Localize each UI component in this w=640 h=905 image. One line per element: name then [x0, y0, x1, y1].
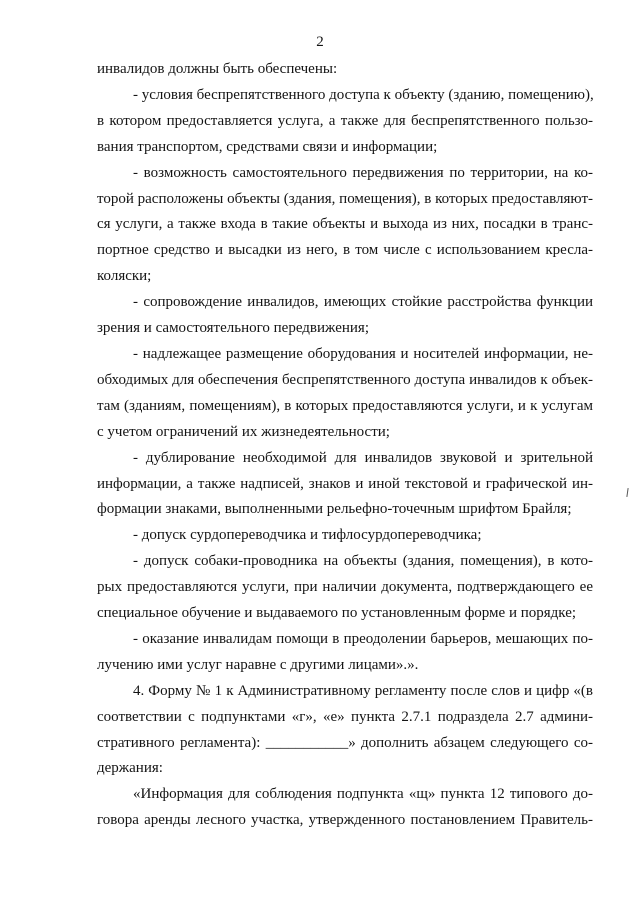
text-line: - возможность самостоятельного передвижения по территории, на ко- [133, 164, 593, 181]
text-line: коляски; [97, 268, 152, 285]
text-line: - допуск сурдопереводчика и тифлосурдопереводчика; [133, 527, 482, 544]
text-line: говора аренды лесного участка, утвержденного постановлением Правитель- [97, 812, 593, 829]
text-line: инвалидов должны быть обеспечены: [97, 61, 338, 77]
text-line: держания: [97, 760, 163, 777]
text-line: информации, а также надписей, знаков и иной текстовой и графической ин- [97, 475, 593, 492]
document-body [97, 57, 593, 834]
text-line: вания транспортом, средствами связи и информации; [97, 138, 438, 155]
scan-mark [626, 488, 628, 497]
paragraph-guide-dog [97, 549, 593, 627]
text-line: соответствии с подпунктами «г», «е» пункта 2.7.1 подраздела 2.7 админи- [97, 708, 593, 725]
paragraph-escort [97, 290, 593, 342]
text-line: - дублирование необходимой для инвалидов звуковой и зрительной [133, 449, 593, 466]
text-line: - надлежащее размещение оборудования и носителей информации, не- [133, 345, 593, 362]
text-line: рых предоставляются услуги, при наличии документа, подтверждающего ее [97, 579, 593, 596]
text-line: портное средство и высадки из него, в том числе с использованием кресла- [97, 242, 593, 259]
text-line: лучению ими услуг наравне с другими лицами».». [97, 656, 419, 673]
text-line: обходимых для обеспечения беспрепятственного доступа инвалидов к объек- [97, 371, 593, 388]
text-line: с учетом ограничений их жизнедеятельности; [97, 423, 390, 440]
text-line: 4. Форму № 1 к Административному регламенту после слов и цифр «(в [133, 682, 593, 699]
paragraph-access-conditions [97, 83, 593, 161]
paragraph-intro [97, 57, 593, 83]
text-line: специальное обучение и выдаваемого по установленным форме и порядке; [97, 605, 577, 622]
text-line: там (зданиям, помещениям), в которых предоставляются услуги, и к услугам [97, 397, 593, 414]
paragraph-movement [97, 161, 593, 291]
paragraph-assistance [97, 627, 593, 679]
text-line: стративного регламента): ___________» дополнить абзацем следующего со- [97, 734, 593, 751]
paragraph-duplication [97, 446, 593, 524]
text-line: торой расположены объекты (здания, помещения), в которых предоставляют- [97, 190, 593, 207]
paragraph-equipment [97, 342, 593, 446]
text-line: - допуск собаки-проводника на объекты (здания, помещения), в кото- [133, 553, 593, 570]
page-number: 2 [316, 34, 324, 50]
text-line: - сопровождение инвалидов, имеющих стойкие расстройства функции [133, 294, 593, 311]
paragraph-form-amendment [97, 679, 593, 783]
text-line: «Информация для соблюдения подпункта «щ» пункта 12 типового до- [133, 786, 593, 803]
text-line: ся услуги, а также входа в такие объекты и выхода из них, посадки в транс- [97, 216, 593, 233]
paragraph-information [97, 782, 593, 834]
text-line: - условия беспрепятственного доступа к объекту (зданию, помещению), [133, 86, 594, 103]
paragraph-interpreter [97, 523, 593, 549]
text-line: - оказание инвалидам помощи в преодолении барьеров, мешающих по- [133, 630, 593, 647]
text-line: зрения и самостоятельного передвижения; [97, 320, 369, 337]
text-line: в котором предоставляется услуга, а также для беспрепятственного пользо- [97, 112, 593, 129]
text-line: формации знаками, выполненными рельефно-точечным шрифтом Брайля; [97, 501, 572, 518]
